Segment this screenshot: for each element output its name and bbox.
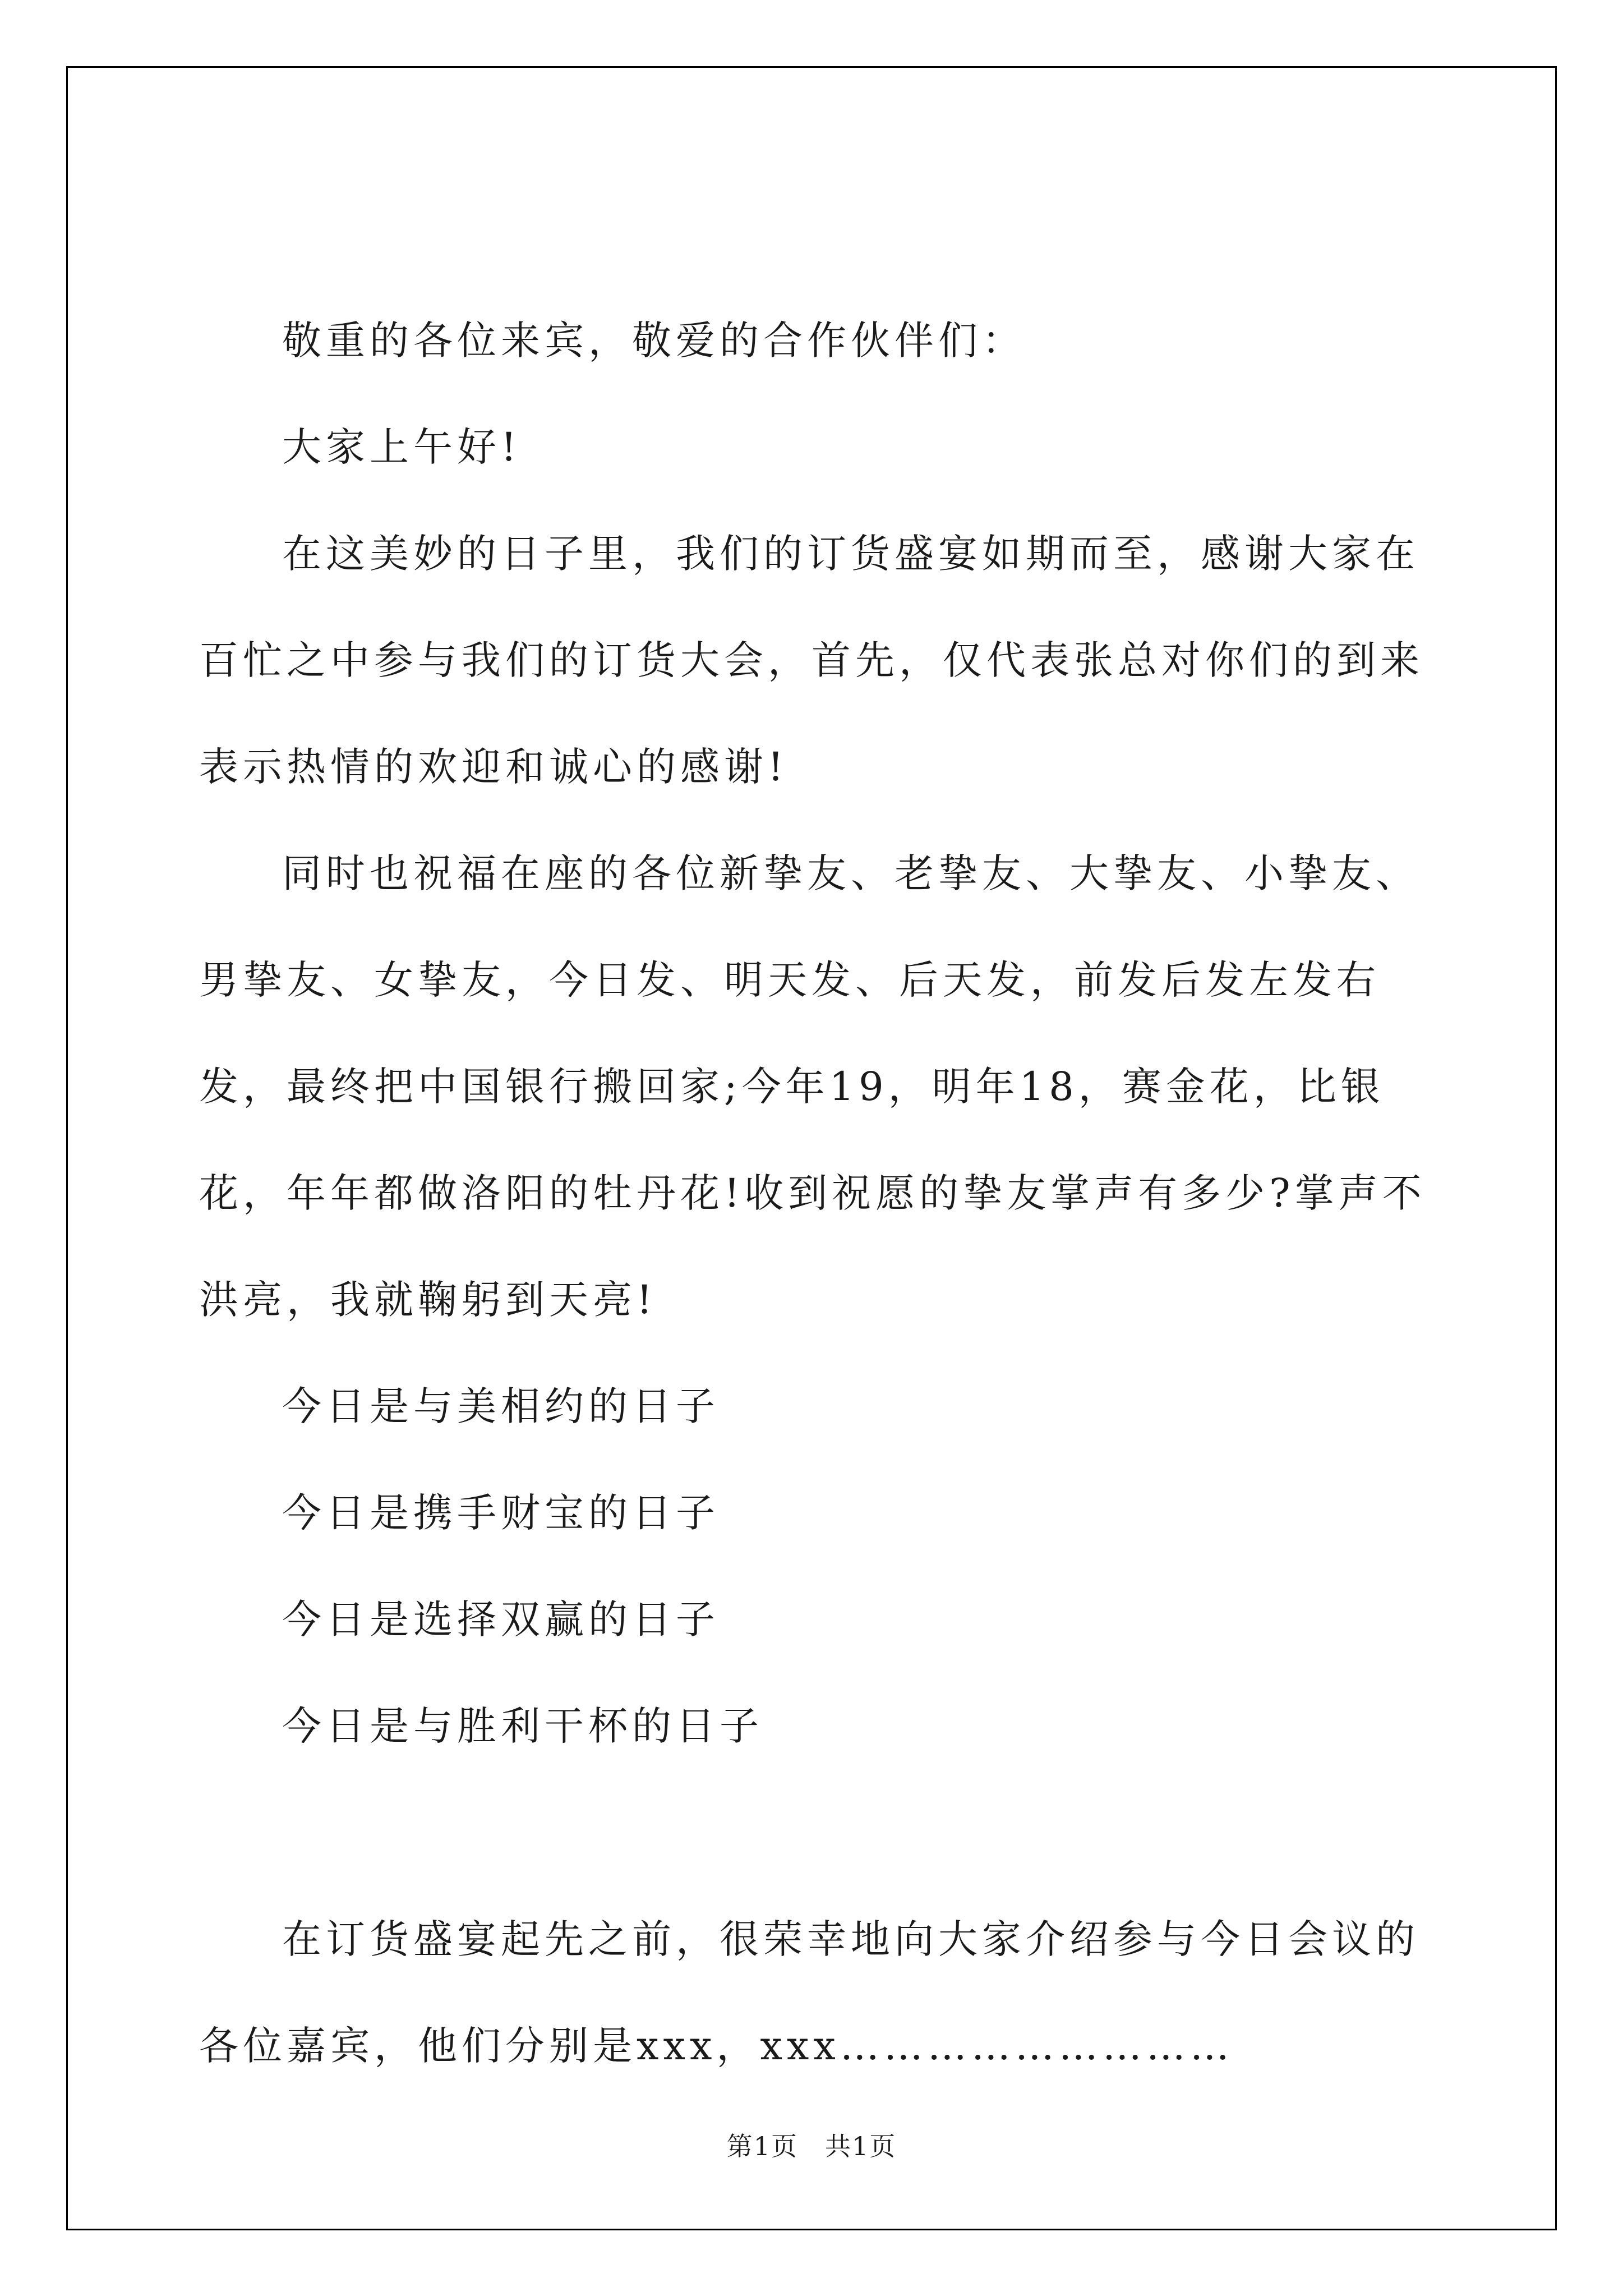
blank-line <box>199 1779 1433 1886</box>
verse-line: 今日是与美相约的日子 <box>282 1383 720 1429</box>
blessing-paragraph: 同时也祝福在座的各位新挚友、老挚友、大挚友、小挚友、男挚友、女挚友，今日发、明天发、后天发，前发后发左发右发，最终把中国银行搬回家;今年19，明年18，赛金花，比银花，年年都做洛阳的牡丹花!收到祝愿的挚友掌声有多少?掌声不洪亮，我就鞠躬到天亮! <box>199 850 1426 1323</box>
welcome-paragraph: 在这美妙的日子里，我们的订货盛宴如期而至，感谢大家在百忙之中参与我们的订货大会，首先，仅代表张总对你们的到来表示热情的欢迎和诚心的感谢! <box>199 531 1424 790</box>
verse-line: 今日是携手财宝的日子 <box>282 1490 720 1536</box>
verse-line: 今日是与胜利干杯的日子 <box>282 1703 763 1749</box>
document-body <box>199 287 1433 2099</box>
page-number-footer: 第1页 共1页 <box>726 2131 897 2161</box>
salutation-line: 大家上午好! <box>282 424 522 470</box>
verse-line: 今日是选择双赢的日子 <box>282 1596 720 1642</box>
greeting-line: 敬重的各位来宾，敬爱的合作伙伴们： <box>282 318 1026 364</box>
guest-intro-paragraph: 在订货盛宴起先之前，很荣幸地向大家介绍参与今日会议的各位嘉宾，他们分别是xxx，xxx……………………… <box>199 1916 1419 2069</box>
